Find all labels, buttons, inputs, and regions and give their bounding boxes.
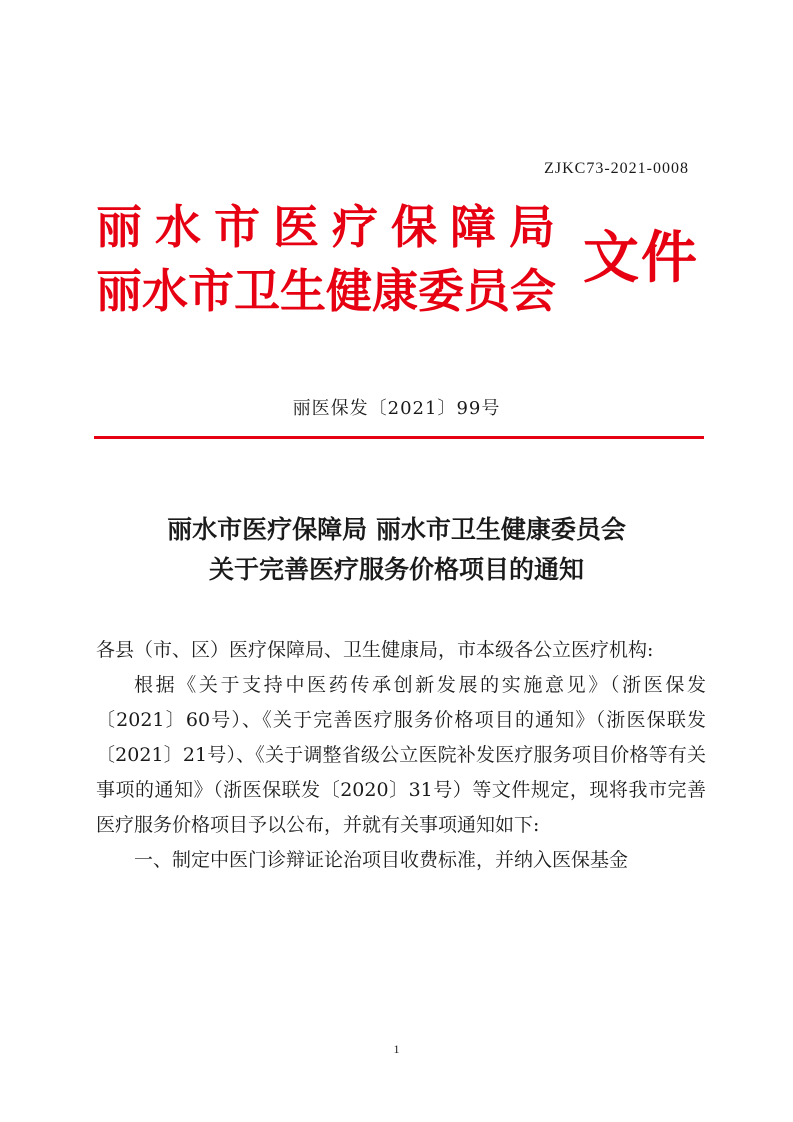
salutation-paragraph: 各县（市、区）医疗保障局、卫生健康局，市本级各公立医疗机构: (96, 639, 654, 661)
issuer-name-health-commission: 丽水市卫生健康委员会 (96, 264, 556, 318)
document-number: 丽医保发〔2021〕99号 (292, 398, 501, 419)
page-number: 1 (393, 1042, 400, 1056)
document-code: ZJKC73-2021-0008 (544, 160, 689, 177)
title-line-1: 丽水市医疗保障局 丽水市卫生健康委员会 (167, 515, 626, 544)
document-body (96, 633, 706, 878)
body-paragraph: 根据《关于支持中医药传承创新发展的实施意见》（浙医保发〔2021〕60号）、《关于完善医疗服务价格项目的通知》（浙医保联发〔2021〕21号）、《关于调整省级公立医院补发医疗服务项目价格等有关事项的通知》（浙医保联发〔2020〕31号）等文件规定，现将我市完善医疗服务价格项目予以公布，并就有关事项通知如下: (96, 674, 706, 836)
body-paragraph: 一、制定中医门诊辩证论治项目收费标准，并纳入医保基金 (134, 849, 629, 871)
issuer-header (96, 198, 706, 328)
title-line-2: 关于完善医疗服务价格项目的通知 (208, 555, 584, 584)
issuer-suffix-document: 文件 (583, 225, 699, 291)
red-divider-line (94, 436, 704, 439)
document-title (0, 510, 793, 590)
issuer-name-medical-security-bureau: 丽水市医疗保障局 (96, 200, 568, 254)
